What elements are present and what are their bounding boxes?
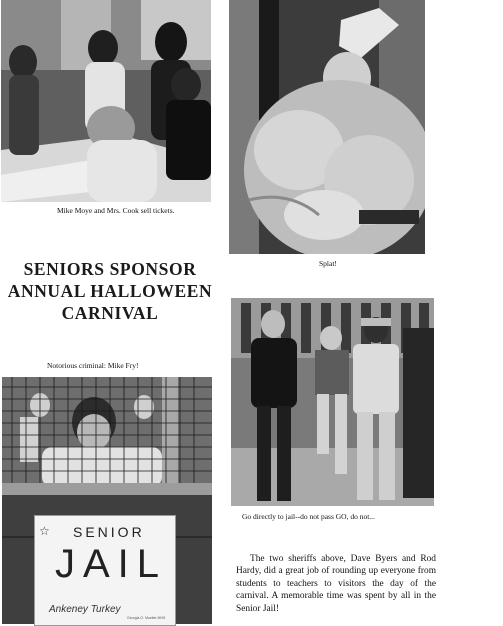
photo-splat [229, 0, 425, 254]
caption-notorious: Notorious criminal: Mike Fry! [47, 361, 139, 370]
senior-jail-sign [34, 515, 176, 626]
story-paragraph [236, 553, 436, 615]
caption-splat: Splat! [319, 259, 337, 268]
headline-line-3: CARNIVAL [61, 303, 159, 323]
headline-line-2: ANNUAL HALLOWEEN [7, 281, 213, 301]
headline [4, 258, 216, 324]
sign-jail: JAIL [55, 542, 168, 586]
story-text: The two sheriffs above, Dave Byers and Rod Hardy, did a great job of rounding up everyone from students to teachers to visitors the day of the carnival. A memorable time was spent by all in the Senior Jail! [236, 554, 436, 614]
photo-ticket-table [1, 0, 211, 202]
sign-corner-note: Georgia O. Mueller MHS [127, 616, 166, 620]
caption-ticket-sellers: Mike Moye and Mrs. Cook sell tickets. [57, 206, 175, 215]
sign-signature: Ankeney Turkey [49, 604, 121, 615]
sign-senior: SENIOR [73, 524, 145, 540]
caption-go-directly: Go directly to jail--do not pass GO, do not... [242, 512, 375, 521]
photo-sheriffs [231, 298, 434, 506]
headline-line-1: SENIORS SPONSOR [23, 259, 197, 279]
star-icon: ☆ [39, 524, 50, 538]
